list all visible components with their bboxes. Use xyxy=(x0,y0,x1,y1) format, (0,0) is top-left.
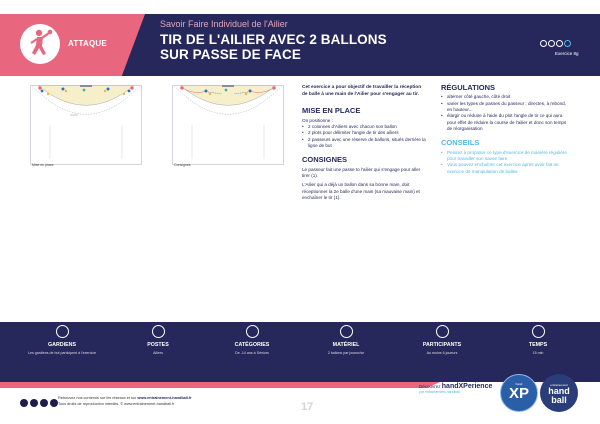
list-item: • élargir ou réduire à l'aide du plot l'angle de tir ce qui aura pour effet de réduire la course de l'ailier et donc son temps de réorganisation xyxy=(441,113,571,132)
section-title-advice: CONSEILS xyxy=(441,138,480,148)
list-item: • 2 colonnes d'Ailiers avec chacun son ballon xyxy=(302,124,428,130)
ball-icon xyxy=(540,40,547,47)
badge-small-text: entrainement xyxy=(550,383,568,387)
instructions-paragraph: Le passeur fait une passe to l'ailier qui s'engage pour aller tirer (1). xyxy=(302,166,421,178)
badge-big-text: hand ball xyxy=(548,386,570,405)
section-title-instructions: CONSIGNES xyxy=(302,155,348,165)
ball-icon xyxy=(556,40,563,47)
info-participants xyxy=(394,322,490,355)
ball-icon xyxy=(548,40,555,47)
list-item: • 2 plots pour délimiter l'angle de tir des ailiers xyxy=(302,130,428,136)
info-value: Ailiers xyxy=(153,351,163,355)
regulations-list xyxy=(441,94,571,132)
promo-prefix: Découvrez xyxy=(419,384,441,389)
follow-text: Retrouvez nos contenus sur les réseaux et sur xyxy=(58,396,137,400)
setup-lead: On positionne : xyxy=(302,117,333,123)
handxp-promo[interactable] xyxy=(419,383,492,394)
info-title: CATÉGORIES xyxy=(234,342,270,348)
clock-icon xyxy=(532,325,545,338)
exercise-objective: Cet exercice a pour objectif de travailler la réception de balle à une main de l'Ailier pour s'engager au tir. xyxy=(302,85,422,97)
page-subtitle: Savoir Faire Individuel de l'Ailier xyxy=(160,19,288,29)
entrainement-handball-logo xyxy=(540,374,578,412)
ball-icon xyxy=(564,40,571,47)
badge-small-text: hand xyxy=(515,382,523,386)
info-value: Les gardiens de but participent à l'exercice xyxy=(27,351,96,355)
promo-sub: par entrainement-handball xyxy=(419,390,460,394)
facebook-icon[interactable] xyxy=(20,399,28,407)
rights-text: Tous droits de reproduction interdits. © www.entrainement-handball.fr xyxy=(58,401,175,406)
info-value: Au moins 6 joueurs xyxy=(426,351,458,355)
website-link[interactable]: www.entrainement-handball.fr xyxy=(137,396,192,400)
diagram-caption: Consignes xyxy=(174,163,191,167)
info-title: POSTES xyxy=(147,342,169,348)
age-category-icon xyxy=(246,325,259,338)
info-title: GARDIENS xyxy=(48,342,76,348)
goalkeeper-icon xyxy=(56,325,69,338)
info-value: 15 min xyxy=(532,351,544,355)
instructions-paragraph: L'Ailier qui a déjà un ballon dans sa bonne main, doit réceptionner la 2e balle d'une main (sa mauvaise main) et enchaîner le tir (1). xyxy=(302,182,420,200)
copyright-notice xyxy=(58,396,192,408)
footer-accent-stripe xyxy=(0,382,440,388)
info-equipment xyxy=(298,322,394,355)
handxp-logo xyxy=(500,374,538,412)
exercise-number: Exercice 8g xyxy=(555,51,579,56)
setup-list xyxy=(302,124,428,149)
section-title-setup: MISE EN PLACE xyxy=(302,106,361,116)
court-diagram-setup xyxy=(30,85,142,165)
list-item: • Pensez à proposer ce type d'exercice de manière régulière pour travailler son savoir faire xyxy=(441,150,571,163)
content-left-column xyxy=(302,85,428,204)
content-right-column xyxy=(441,83,571,175)
info-duration xyxy=(490,322,586,355)
player-position-icon xyxy=(152,325,165,338)
social-links xyxy=(20,399,58,407)
list-item: • varier les types de passes du passeur : directes, à rebond, en hauteur... xyxy=(441,101,571,114)
info-categories xyxy=(204,322,300,355)
section-title-regulations: RÉGULATIONS xyxy=(441,83,496,92)
list-item: • Vous pouvez enchaîner cet exercice après avoir fait un exercice de manipulation de balles xyxy=(441,162,571,175)
advice-list xyxy=(441,150,571,175)
page-number: 17 xyxy=(301,401,314,413)
page-title-line-1: TIR DE L'AILIER AVEC 2 BALLONS xyxy=(160,32,387,47)
participants-icon xyxy=(436,325,449,338)
info-positions xyxy=(110,322,206,355)
badge-big-text: XP xyxy=(508,385,529,402)
instagram-icon[interactable] xyxy=(30,399,38,407)
category-label: ATTAQUE xyxy=(68,39,107,48)
difficulty-level xyxy=(540,40,571,47)
info-value: 2 ballons par joueur/se xyxy=(327,351,365,355)
twitter-icon[interactable] xyxy=(50,399,58,407)
promo-brand: handXPerience xyxy=(441,383,493,390)
list-item: • 2 passeurs avec une réserve de ballons, situés derrière la ligne de but xyxy=(302,137,428,150)
diagram-caption: Mise en place xyxy=(32,163,54,167)
list-item: • alterner côté gauche, côté droit xyxy=(441,94,571,100)
info-title: PARTICIPANTS xyxy=(422,342,462,348)
page-title-line-2: SUR PASSE DE FACE xyxy=(160,47,301,62)
info-title: MATÉRIEL xyxy=(332,342,360,348)
youtube-icon[interactable] xyxy=(40,399,48,407)
handball-player-icon xyxy=(20,24,60,64)
equipment-icon xyxy=(340,325,353,338)
info-title: TEMPS xyxy=(528,342,548,348)
info-goalkeepers xyxy=(14,322,110,355)
court-diagram-instructions xyxy=(172,85,284,165)
info-value: De -14 ans à Séniors xyxy=(235,351,269,355)
